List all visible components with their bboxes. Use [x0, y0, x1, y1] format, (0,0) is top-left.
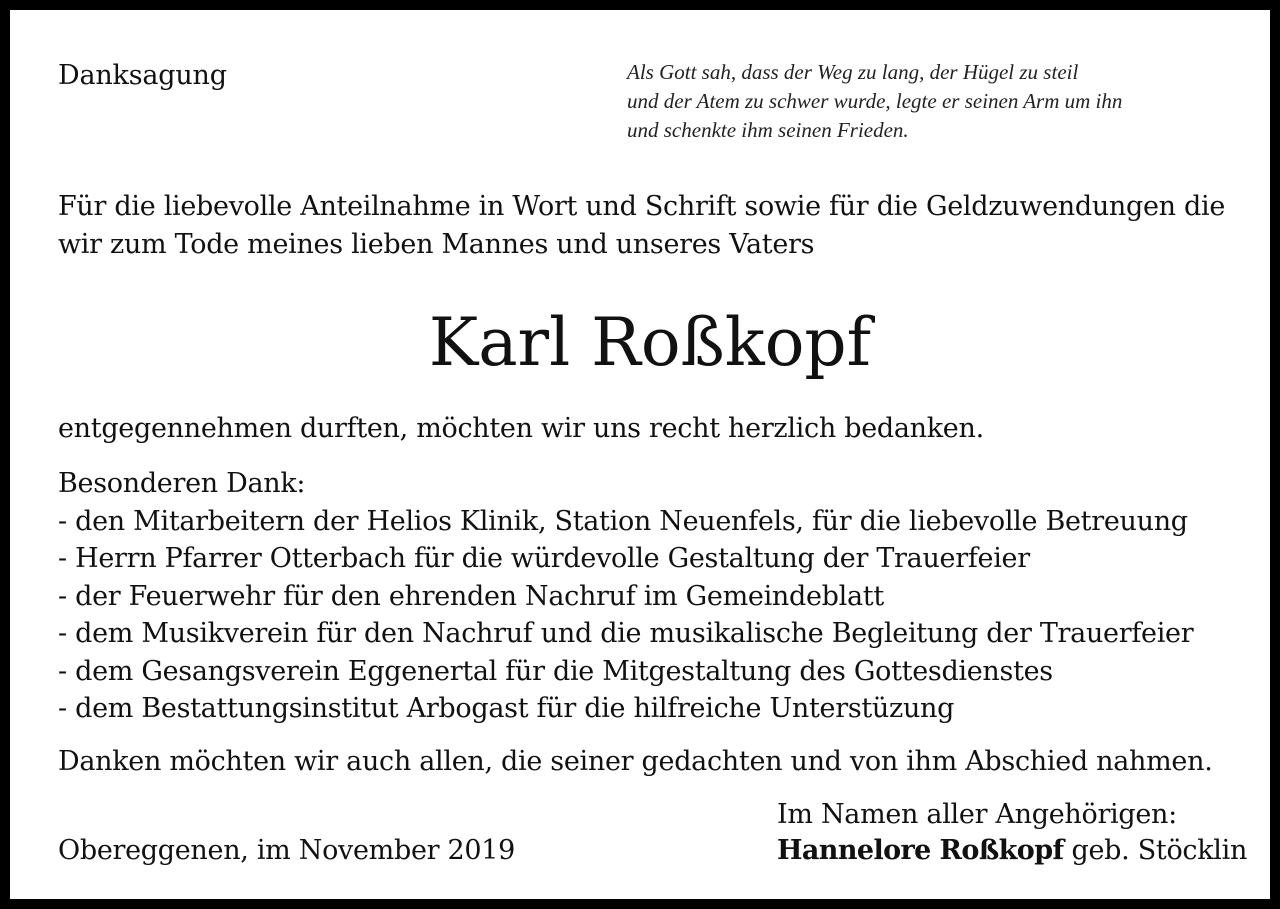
place-and-date: Obereggenen, im November 2019	[58, 835, 516, 866]
signature-preface: Im Namen aller Angehörigen:	[777, 799, 1177, 830]
motto-line: Als Gott sah, dass der Weg zu lang, der Hügel zu steil	[627, 60, 1079, 84]
special-thanks-title: Besonderen Dank:	[58, 468, 306, 499]
signature-birth-name: geb. Stöcklin	[1071, 835, 1248, 866]
thanks-item: - den Mitarbeitern der Helios Klinik, Station Neuenfels, für die liebevolle Betreuung	[58, 505, 1188, 537]
special-thanks-list	[58, 465, 1258, 728]
after-name-text: entgegennehmen durften, möchten wir uns recht herzlich bedanken.	[58, 413, 984, 444]
thanks-item: - dem Bestattungsinstitut Arbogast für die hilfreiche Unterstüzung	[58, 693, 955, 724]
motto-line: und der Atem zu schwer wurde, legte er seinen Arm um ihn	[627, 89, 1123, 113]
intro-paragraph	[58, 188, 1258, 264]
deceased-name: Karl Roßkopf	[428, 304, 872, 381]
signature-line	[777, 833, 1247, 869]
intro-line: wir zum Tode meines lieben Mannes und unseres Vaters	[58, 229, 815, 260]
motto-line: und schenkte ihm seinen Frieden.	[627, 118, 909, 142]
intro-line: Für die liebevolle Anteilnahme in Wort und Schrift sowie für die Geldzuwendungen die	[58, 191, 1226, 222]
closing-sentence: Danken möchten wir auch allen, die seiner gedachten und von ihm Abschied nahmen.	[58, 746, 1213, 777]
motto-quote	[627, 58, 1257, 145]
signature-block	[777, 797, 1247, 869]
signature-name: Hannelore Roßkopf	[777, 835, 1064, 866]
thanks-item: - dem Gesangsverein Eggenertal für die Mitgestaltung des Gottesdienstes	[58, 655, 1053, 687]
thanks-item: - dem Musikverein für den Nachruf und die musikalische Begleitung der Trauerfeier	[58, 618, 1194, 649]
thanks-item: - Herrn Pfarrer Otterbach für die würdevolle Gestaltung der Trauerfeier	[58, 543, 1030, 574]
thanks-item: - der Feuerwehr für den ehrenden Nachruf im Gemeindeblatt	[58, 580, 884, 612]
notice-heading: Danksagung	[58, 60, 227, 91]
